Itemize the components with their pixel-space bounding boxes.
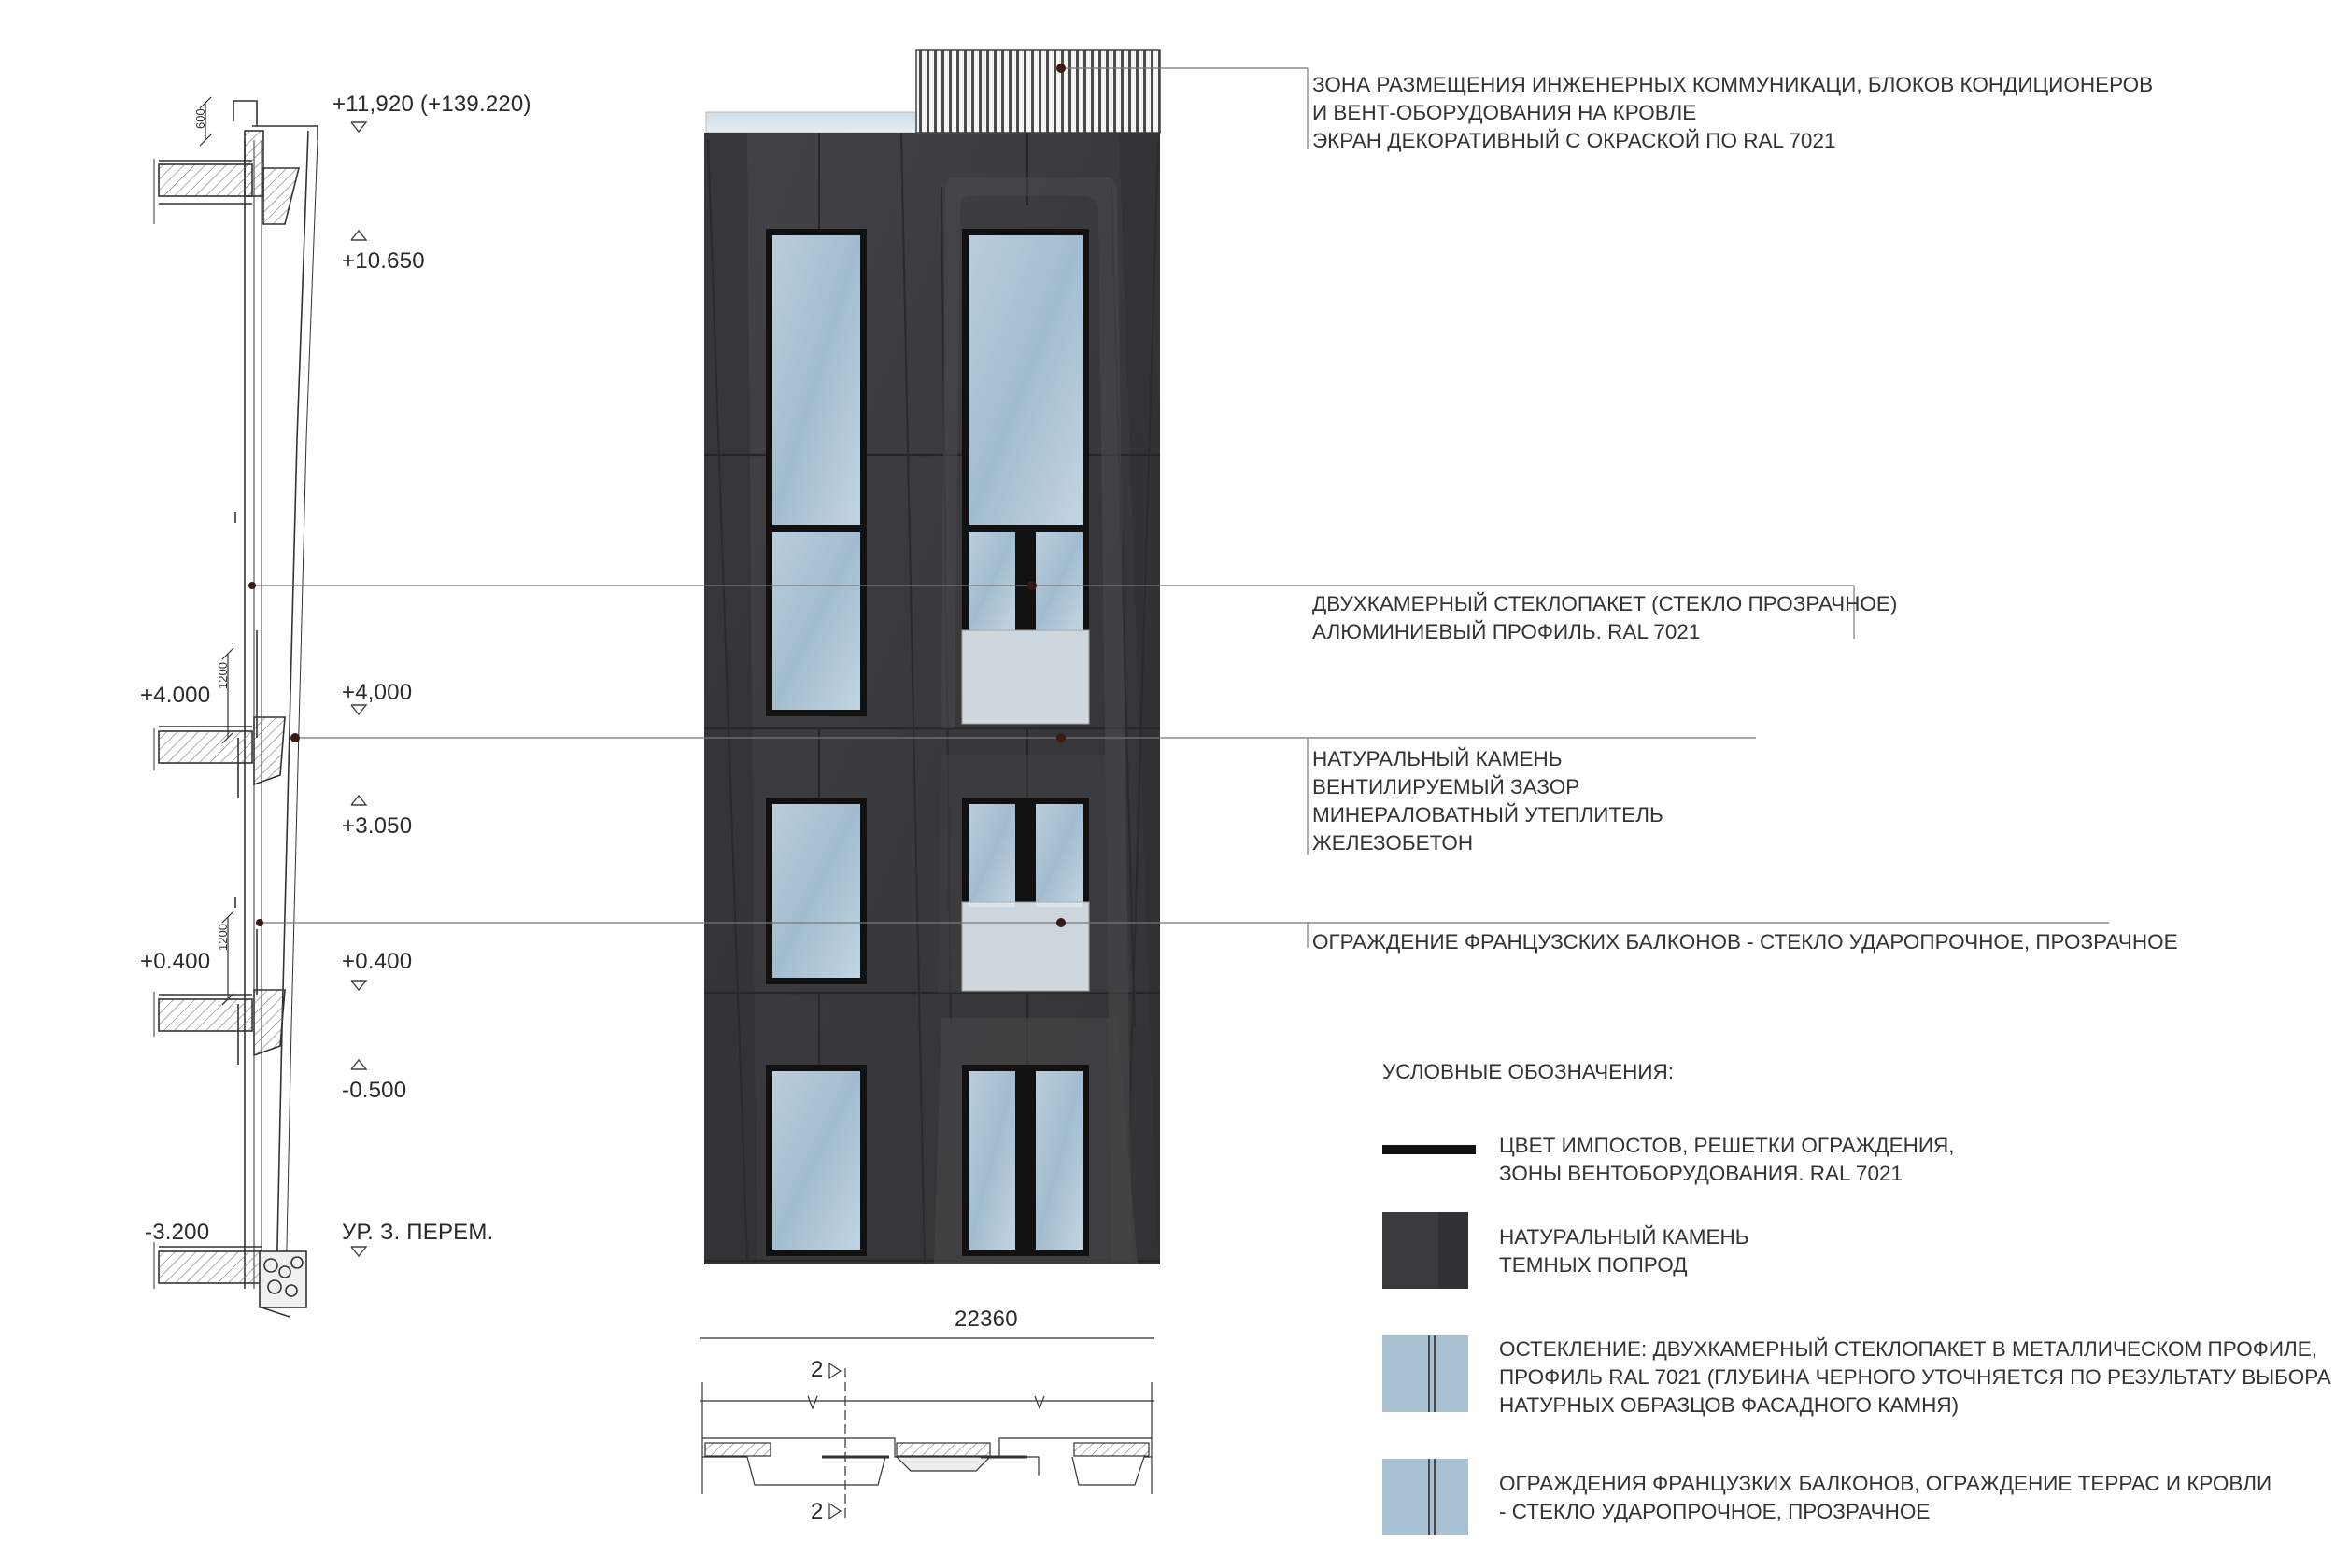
cut-mark-top: 2	[811, 1357, 824, 1382]
rooftop-screen	[916, 50, 1160, 133]
legend-item-stone	[1499, 1223, 1749, 1279]
note-stone-line-4: ЖЕЛЕЗОБЕТОН	[1312, 831, 1474, 855]
legend-swatch-line	[1382, 1145, 1476, 1154]
note-stone-line-1: НАТУРАЛЬНЫЙ КАМЕНЬ	[1312, 747, 1563, 770]
level-minus-3200: -3.200	[145, 1220, 210, 1245]
legend-item-imposts	[1499, 1132, 1955, 1188]
legend-title: УСЛОВНЫЕ ОБОЗНАЧЕНИЯ:	[1382, 1060, 1675, 1083]
legend-railing-line-2: - СТЕКЛО УДАРОПРОЧНОЕ, ПРОЗРАЧНОЕ	[1499, 1500, 1931, 1523]
level-marker-10650	[351, 231, 366, 240]
dim-1200-b: 1200	[216, 924, 230, 951]
legend-railing-line-1: ОГРАЖДЕНИЯ ФРАНЦУЗКИХ БАЛКОНОВ, ОГРАЖДЕНИЕ ТЕРРАС И КРОВЛИ	[1499, 1472, 2272, 1495]
legend-imposts-line-1: ЦВЕТ ИМПОСТОВ, РЕШЕТКИ ОГРАЖДЕНИЯ,	[1499, 1134, 1955, 1157]
legend-stone-line-2: ТЕМНЫХ ПОПРОД	[1499, 1253, 1688, 1277]
note-stone-line-2: ВЕНТИЛИРУЕМЫЙ ЗАЗОР	[1312, 775, 1580, 798]
facade-width-dimension: 22360	[955, 1307, 1018, 1332]
note-roof-line-1: ЗОНА РАЗМЕЩЕНИЯ ИНЖЕНЕРНЫХ КОММУНИКАЦИ, БЛОКОВ КОНДИЦИОНЕРОВ	[1312, 73, 2154, 96]
level-4000-left: +4.000	[140, 683, 211, 708]
french-balcony-glass-2	[962, 902, 1089, 991]
note-stone-layers	[1312, 745, 1663, 857]
level-4000-right: +4,000	[342, 680, 413, 705]
level-0400-right: +0.400	[342, 949, 413, 974]
plan-cut	[700, 1338, 1154, 1522]
legend-glazing-line-1: ОСТЕКЛЕНИЕ: ДВУХКАМЕРНЫЙ СТЕКЛОПАКЕТ В МЕТАЛЛИЧЕСКОМ ПРОФИЛЕ,	[1499, 1337, 2318, 1361]
leader-lines	[252, 68, 2109, 948]
level-marker-3050	[351, 796, 366, 805]
level-marker-0400r	[351, 981, 366, 990]
note-stone-line-3: МИНЕРАЛОВАТНЫЙ УТЕПЛИТЕЛЬ	[1312, 803, 1663, 826]
cut-mark-bottom: 2	[811, 1499, 824, 1524]
level-ur-zeml: УР. З. ПЕРЕМ.	[342, 1220, 494, 1245]
note-balcony-line-1: ОГРАЖДЕНИЕ ФРАНЦУЗСКИХ БАЛКОНОВ - СТЕКЛО УДАРОПРОЧНОЕ, ПРОЗРАЧНОЕ	[1312, 930, 2178, 954]
legend-glazing-line-2: ПРОФИЛЬ RAL 7021 (ГЛУБИНА ЧЕРНОГО УТОЧНЯЕТСЯ ПО РЕЗУЛЬТАТУ ВЫБОРА	[1499, 1365, 2331, 1389]
note-roof-line-3: ЭКРАН ДЕКОРАТИВНЫЙ С ОКРАСКОЙ ПО RAL 7021	[1312, 129, 1836, 152]
dim-1200-a: 1200	[216, 662, 230, 689]
legend-item-glazing	[1499, 1335, 2331, 1420]
level-0400-left: +0.400	[140, 949, 211, 974]
french-balcony-glass-1	[962, 630, 1089, 724]
legend-swatch-glass	[1382, 1335, 1468, 1412]
legend-swatches	[1382, 1145, 1476, 1535]
note-glazing-line-2: АЛЮМИНИЕВЫЙ ПРОФИЛЬ. RAL 7021	[1312, 620, 1701, 643]
note-glazing	[1312, 590, 1897, 646]
note-roof-line-2: И ВЕНТ-ОБОРУДОВАНИЯ НА КРОВЛЕ	[1312, 101, 1697, 124]
level-marker-ur	[351, 1247, 366, 1256]
note-french-balcony	[1312, 928, 2178, 956]
legend-glazing-line-3: НАТУРНЫХ ОБРАЗЦОВ ФАСАДНОГО КАМНЯ)	[1499, 1393, 1960, 1417]
facade-elevation	[704, 50, 1160, 1264]
legend-swatch-railing	[1382, 1459, 1468, 1535]
legend-stone-line-1: НАТУРАЛЬНЫЙ КАМЕНЬ	[1499, 1225, 1749, 1249]
level-0500: -0.500	[342, 1078, 407, 1103]
level-3050: +3.050	[342, 813, 413, 839]
legend-imposts-line-2: ЗОНЫ ВЕНТОБОРУДОВАНИЯ. RAL 7021	[1499, 1162, 1903, 1185]
note-glazing-line-1: ДВУХКАМЕРНЫЙ СТЕКЛОПАКЕТ (СТЕКЛО ПРОЗРАЧНОЕ)	[1312, 592, 1898, 615]
legend-item-railing	[1499, 1470, 2271, 1526]
level-top: +11,920 (+139.220)	[333, 92, 531, 117]
level-marker-top	[351, 122, 366, 132]
level-10650: +10.650	[342, 248, 425, 274]
dim-600: 600	[193, 108, 207, 129]
level-marker-0500	[351, 1060, 366, 1069]
note-roof-zone	[1312, 71, 2153, 155]
